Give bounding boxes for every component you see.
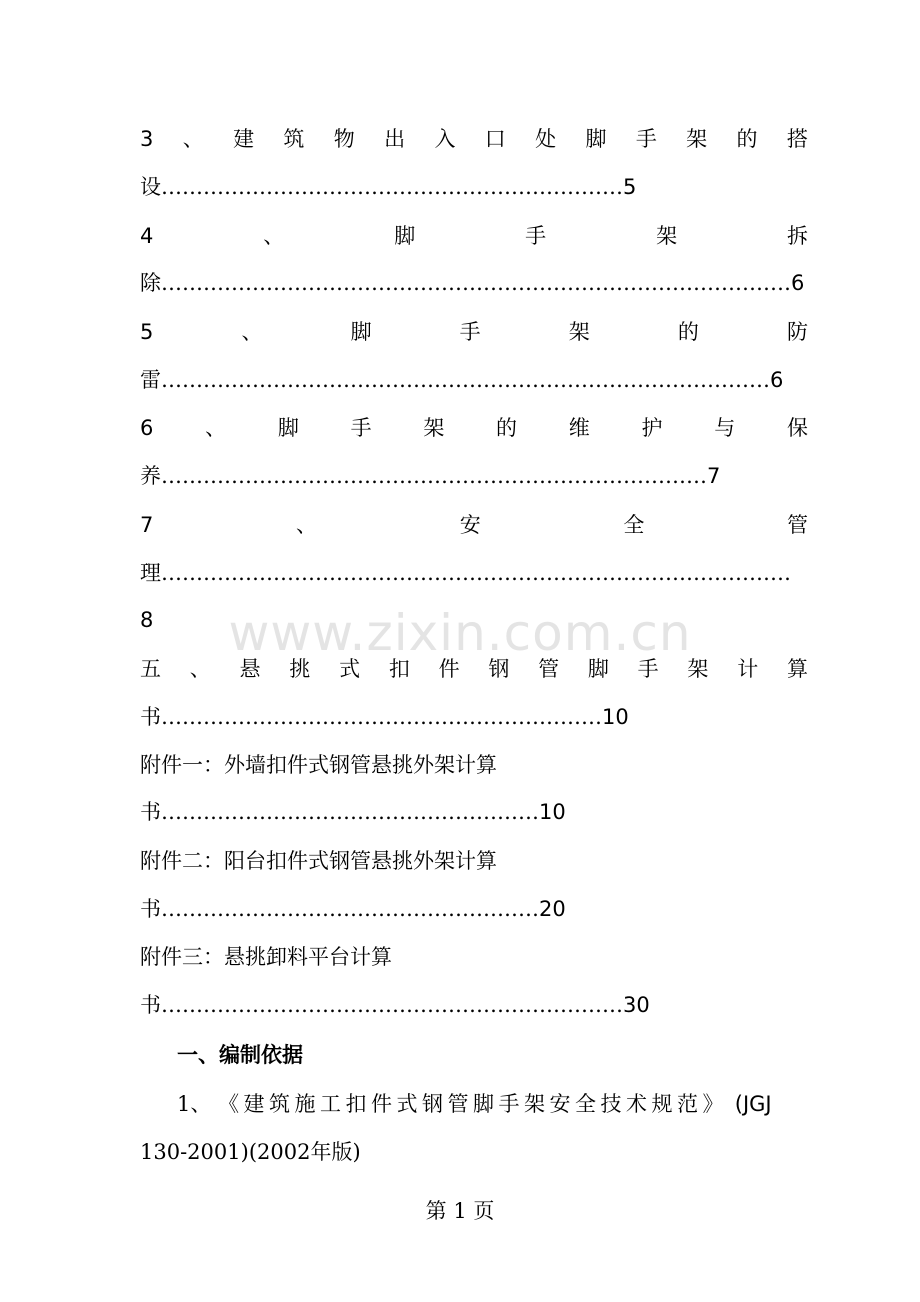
appendix-1-leader bbox=[140, 797, 808, 827]
appendix-3-dots: ………………………………………………………… bbox=[161, 993, 623, 1017]
appendix-1-page: 10 bbox=[539, 800, 566, 824]
toc-char: 悬 bbox=[239, 657, 261, 681]
toc-entry-6-page: 7 bbox=[707, 464, 721, 488]
toc-char: 处 bbox=[535, 127, 557, 151]
toc-char: 5 bbox=[140, 320, 154, 344]
toc-char: 挑 bbox=[289, 657, 311, 681]
toc-char: 、 bbox=[182, 127, 204, 151]
toc-char: 入 bbox=[434, 127, 456, 151]
watermark: www.zixin.com.cn bbox=[228, 604, 692, 662]
toc-char: 7 bbox=[140, 513, 154, 537]
basis-item-number: 1、 bbox=[177, 1092, 212, 1116]
toc-char: 物 bbox=[333, 127, 355, 151]
toc-entry-4-leader bbox=[140, 268, 808, 298]
toc-char: 脚 bbox=[587, 657, 609, 681]
toc-char: 件 bbox=[438, 657, 460, 681]
toc-char: 式 bbox=[339, 657, 361, 681]
basis-item-line-2: 130-2001)(2002年版) bbox=[140, 1140, 361, 1164]
toc-char: 脚 bbox=[350, 320, 372, 344]
toc-entry-4-heading bbox=[140, 221, 808, 251]
toc-char: 出 bbox=[384, 127, 406, 151]
toc-entry-6-dots: …………………………………………………………………… bbox=[161, 464, 707, 488]
toc-entry-4-page: 6 bbox=[791, 271, 805, 295]
toc-char: 、 bbox=[263, 224, 285, 248]
basis-item-line-1 bbox=[177, 1089, 808, 1119]
toc-char: 、 bbox=[189, 657, 211, 681]
toc-char: 架 bbox=[686, 127, 708, 151]
appendix-2-dots: ……………………………………………… bbox=[161, 897, 539, 921]
toc-char: 扣 bbox=[388, 657, 410, 681]
toc-entry-five-dots: ……………………………………………………… bbox=[161, 705, 602, 729]
toc-char: 拆 bbox=[786, 224, 808, 248]
toc-char: 与 bbox=[714, 416, 736, 440]
appendix-1-title: 附件一：外墙扣件式钢管悬挑外架计算 bbox=[140, 753, 497, 777]
toc-char: 筑 bbox=[283, 127, 305, 151]
toc-entry-5-heading bbox=[140, 317, 808, 347]
toc-char: 脚 bbox=[394, 224, 416, 248]
toc-char: 、 bbox=[241, 320, 263, 344]
toc-char: 手 bbox=[635, 127, 657, 151]
appendix-2-title: 附件二：阳台扣件式钢管悬挑外架计算 bbox=[140, 849, 497, 873]
toc-char: 建 bbox=[233, 127, 255, 151]
toc-entry-3-page: 5 bbox=[623, 175, 637, 199]
appendix-3-leader bbox=[140, 990, 808, 1020]
toc-char: 防 bbox=[786, 320, 808, 344]
toc-char: 的 bbox=[496, 416, 518, 440]
toc-char: 计 bbox=[737, 657, 759, 681]
appendix-3-page: 30 bbox=[623, 993, 650, 1017]
toc-entry-7-heading bbox=[140, 510, 808, 540]
toc-char: 五 bbox=[140, 657, 161, 681]
toc-char: 6 bbox=[140, 416, 154, 440]
toc-entry-five-leader bbox=[140, 702, 808, 732]
toc-char: 脚 bbox=[277, 416, 299, 440]
toc-entry-3-cont: 设 bbox=[140, 175, 161, 199]
toc-char: 维 bbox=[568, 416, 590, 440]
appendix-2-cont: 书 bbox=[140, 897, 161, 921]
toc-char: 管 bbox=[538, 657, 560, 681]
toc-char: 手 bbox=[459, 320, 481, 344]
appendix-1-cont: 书 bbox=[140, 800, 161, 824]
toc-char: 搭 bbox=[786, 127, 808, 151]
toc-char: 3 bbox=[140, 127, 154, 151]
toc-entry-7-leader bbox=[140, 558, 808, 588]
toc-char: 、 bbox=[205, 416, 227, 440]
toc-char: 架 bbox=[656, 224, 678, 248]
toc-entry-five-cont: 书 bbox=[140, 705, 161, 729]
basis-item-text: 《建筑施工扣件式钢管脚手架安全技术规范》 bbox=[218, 1092, 729, 1116]
appendix-3-cont: 书 bbox=[140, 993, 161, 1017]
toc-char: 的 bbox=[736, 127, 758, 151]
toc-char: 护 bbox=[641, 416, 663, 440]
toc-entry-five-page: 10 bbox=[602, 705, 629, 729]
toc-entry-7-dots: ……………………………………………………………………………… bbox=[161, 561, 791, 585]
appendix-2-page: 20 bbox=[539, 897, 566, 921]
toc-char: 手 bbox=[350, 416, 372, 440]
toc-entry-3-heading bbox=[140, 124, 808, 154]
toc-entry-5-leader bbox=[140, 365, 808, 395]
section-heading: 一、编制依据 bbox=[177, 1042, 303, 1067]
toc-char: 架 bbox=[687, 657, 709, 681]
toc-char: 安 bbox=[459, 513, 481, 537]
toc-char: 管 bbox=[787, 513, 808, 537]
toc-entry-5-dots: …………………………………………………………………………… bbox=[161, 368, 770, 392]
toc-char: 算 bbox=[786, 657, 808, 681]
toc-char: 全 bbox=[623, 513, 645, 537]
toc-entry-4-dots: ……………………………………………………………………………… bbox=[161, 271, 791, 295]
toc-entry-3-leader bbox=[140, 172, 808, 202]
toc-char: 手 bbox=[637, 657, 659, 681]
toc-entry-6-heading bbox=[140, 413, 808, 443]
toc-char: 、 bbox=[296, 513, 318, 537]
toc-entry-6-cont: 养 bbox=[140, 464, 161, 488]
toc-entry-5-page: 6 bbox=[770, 368, 784, 392]
toc-entry-five-heading bbox=[140, 654, 808, 684]
basis-item-code-tail: (JGJ bbox=[734, 1092, 772, 1116]
toc-char: 脚 bbox=[585, 127, 607, 151]
toc-char: 口 bbox=[484, 127, 506, 151]
toc-char: 的 bbox=[677, 320, 699, 344]
toc-entry-5-cont: 雷 bbox=[140, 368, 161, 392]
toc-char: 保 bbox=[786, 416, 808, 440]
toc-entry-6-leader bbox=[140, 461, 808, 491]
toc-char: 手 bbox=[525, 224, 547, 248]
toc-char: 架 bbox=[568, 320, 590, 344]
toc-entry-3-dots: ………………………………………………………… bbox=[161, 175, 623, 199]
toc-entry-4-cont: 除 bbox=[140, 271, 161, 295]
toc-entry-7-cont: 理 bbox=[140, 561, 161, 585]
appendix-3-title: 附件三：悬挑卸料平台计算 bbox=[140, 945, 392, 969]
appendix-1-dots: ……………………………………………… bbox=[161, 800, 539, 824]
page-number: 第 1 页 bbox=[425, 1199, 495, 1223]
toc-entry-7-page: 8 bbox=[140, 608, 154, 632]
toc-char: 钢 bbox=[488, 657, 510, 681]
toc-char: 4 bbox=[140, 224, 154, 248]
appendix-2-leader bbox=[140, 894, 808, 924]
toc-char: 架 bbox=[423, 416, 445, 440]
